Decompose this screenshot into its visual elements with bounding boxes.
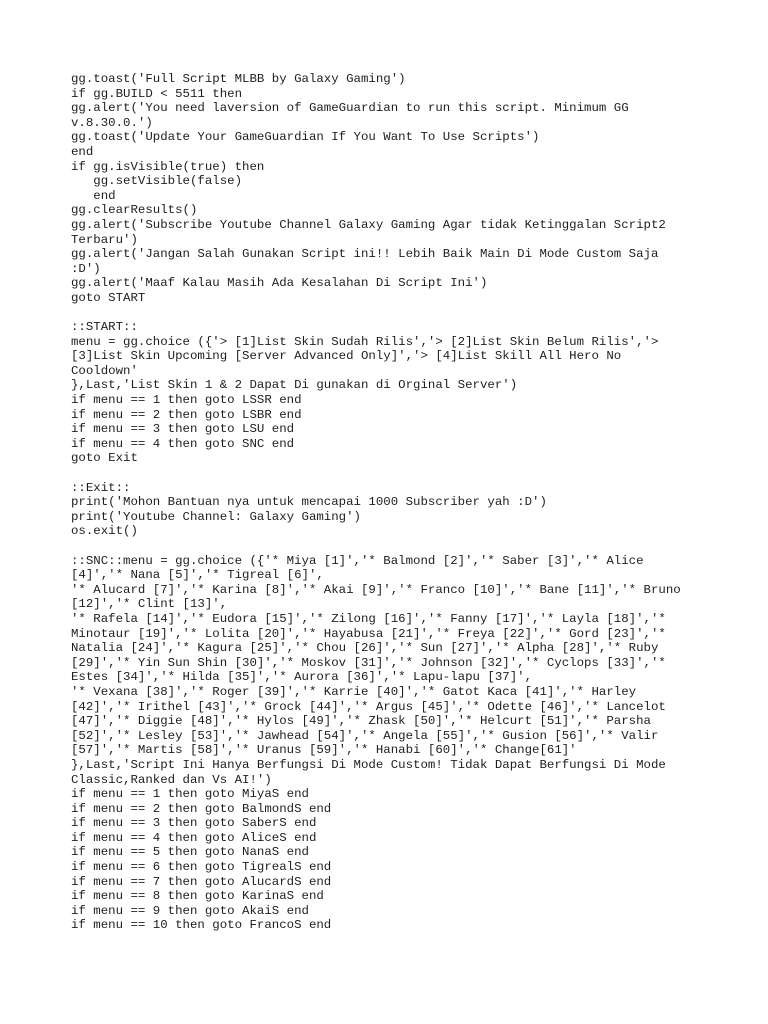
code-line: if menu == 3 then goto LSU end [71,422,295,437]
code-line: end [71,144,94,159]
code-line: if menu == 6 then goto TigrealS end [71,860,332,875]
code-line: goto START [71,290,146,305]
code-line: Minotaur [19]','* Lolita [20]','* Hayabusa [21]','* Freya [22]','* Gord [23]','* [71,626,666,641]
code-line: if menu == 1 then goto LSSR end [71,393,302,408]
code-line: gg.alert('Subscribe Youtube Channel Galaxy Gaming Agar tidak Ketinggalan Script2 [71,217,666,232]
code-line: if gg.isVisible(true) then [71,159,265,174]
code-line: goto Exit [71,451,138,466]
code-line: if menu == 7 then goto AlucardS end [71,874,332,889]
code-line: menu = gg.choice ({'> [1]List Skin Sudah Rilis','> [2]List Skin Belum Rilis','> [71,334,659,349]
code-line: gg.alert('Jangan Salah Gunakan Script ini!! Lebih Baik Main Di Mode Custom Saja [71,247,659,262]
code-line: Classic,Ranked dan Vs AI!') [71,772,272,787]
code-line: if menu == 2 then goto BalmondS end [71,801,332,816]
code-line: [29]','* Yin Sun Shin [30]','* Moskov [31]','* Johnson [32]','* Cyclops [33]','* [71,655,666,670]
code-line: gg.toast('Update Your GameGuardian If You Want To Use Scripts') [71,130,540,145]
blank-line [71,306,701,321]
code-line: if menu == 4 then goto SNC end [71,436,295,451]
blank-line [71,539,701,554]
code-line: [12]','* Clint [13]', [71,597,228,612]
code-line: },Last,'Script Ini Hanya Berfungsi Di Mode Custom! Tidak Dapat Berfungsi Di Mode [71,757,666,772]
code-line: },Last,'List Skin 1 & 2 Dapat Di gunakan di Orginal Server') [71,378,518,393]
code-line: '* Alucard [7]','* Karina [8]','* Akai [9]','* Franco [10]','* Bane [11]','* Bruno [71,582,681,597]
code-line: os.exit() [71,524,138,539]
code-line: '* Vexana [38]','* Roger [39]','* Karrie [40]','* Gatot Kaca [41]','* Harley [71,684,637,699]
code-line: print('Youtube Channel: Galaxy Gaming') [71,509,361,524]
code-line: Estes [34]','* Hilda [35]','* Aurora [36]','* Lapu-lapu [37]', [71,670,533,685]
code-line: gg.alert('You need laversion of GameGuardian to run this script. Minimum GG [71,101,629,116]
code-line: print('Mohon Bantuan nya untuk mencapai 1000 Subscriber yah :D') [71,495,547,510]
code-line: '* Rafela [14]','* Eudora [15]','* Zilong [16]','* Fanny [17]','* Layla [18]','* [71,611,666,626]
code-line: [4]','* Nana [5]','* Tigreal [6]', [71,568,324,583]
code-line: gg.setVisible(false) [71,174,243,189]
code-line: v.8.30.0.') [71,115,153,130]
code-line: gg.clearResults() [71,203,198,218]
code-line: if menu == 1 then goto MiyaS end [71,787,309,802]
code-line: if menu == 4 then goto AliceS end [71,830,317,845]
script-code-block [71,72,701,933]
code-line: :D') [71,261,101,276]
code-line: [52]','* Lesley [53]','* Jawhead [54]','* Angela [55]','* Gusion [56]','* Valir [71,728,659,743]
code-line: if menu == 10 then goto FrancoS end [71,918,332,933]
blank-line [71,466,701,481]
code-line: ::Exit:: [71,480,131,495]
code-line: [3]List Skin Upcoming [Server Advanced Only]','> [4]List Skill All Hero No [71,349,622,364]
code-line: Natalia [24]','* Kagura [25]','* Chou [26]','* Sun [27]','* Alpha [28]','* Ruby [71,641,659,656]
code-line: ::START:: [71,320,138,335]
code-line: gg.toast('Full Script MLBB by Galaxy Gaming') [71,72,406,86]
code-line: if menu == 3 then goto SaberS end [71,816,317,831]
code-line: Cooldown' [71,363,138,378]
code-line: if gg.BUILD < 5511 then [71,86,243,101]
code-line: gg.alert('Maaf Kalau Masih Ada Kesalahan Di Script Ini') [71,276,488,291]
code-line: if menu == 8 then goto KarinaS end [71,889,324,904]
code-line: if menu == 2 then goto LSBR end [71,407,302,422]
code-line: [57]','* Martis [58]','* Uranus [59]','* Hanabi [60]','* Change[61]' [71,743,577,758]
code-line: Terbaru') [71,232,138,247]
code-line: [42]','* Irithel [43]','* Grock [44]','* Argus [45]','* Odette [46]','* Lancelot [71,699,666,714]
code-line: end [71,188,116,203]
code-line: [47]','* Diggie [48]','* Hylos [49]','* Zhask [50]','* Helcurt [51]','* Parsha [71,714,651,729]
code-line: if menu == 9 then goto AkaiS end [71,903,309,918]
code-line: ::SNC::menu = gg.choice ({'* Miya [1]','* Balmond [2]','* Saber [3]','* Alice [71,553,644,568]
code-line: if menu == 5 then goto NanaS end [71,845,309,860]
